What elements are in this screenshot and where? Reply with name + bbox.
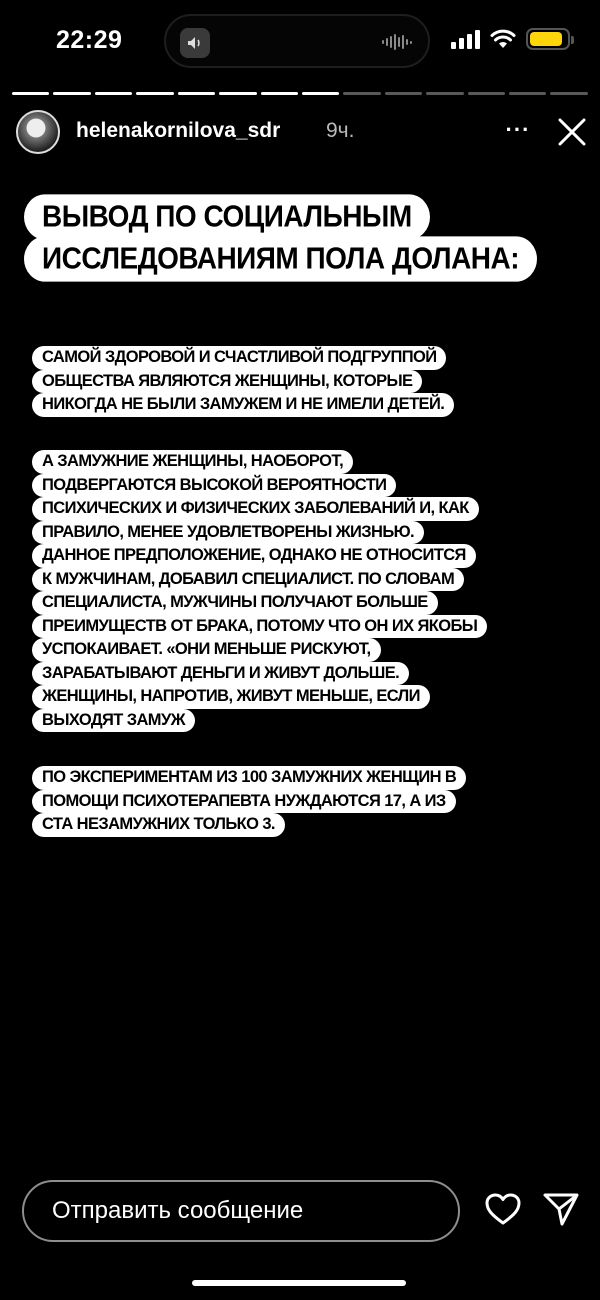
close-icon[interactable] (552, 112, 592, 152)
progress-segment (178, 92, 215, 95)
text-line: СТА НЕЗАМУЖНИХ ТОЛЬКО 3. (32, 813, 285, 837)
progress-segment (95, 92, 132, 95)
text-line: НИКОГДА НЕ БЫЛИ ЗАМУЖЕМ И НЕ ИМЕЛИ ДЕТЕЙ. (32, 393, 454, 417)
avatar[interactable] (16, 110, 60, 154)
story-progress-bar (12, 92, 588, 95)
heading-line: ИССЛЕДОВАНИЯМ ПОЛА ДОЛАНА: (24, 236, 537, 281)
text-line: ДАННОЕ ПРЕДПОЛОЖЕНИЕ, ОДНАКО НЕ ОТНОСИТСЯ (32, 544, 476, 568)
progress-segment (550, 92, 587, 95)
progress-segment (136, 92, 173, 95)
heading-line: ВЫВОД ПО СОЦИАЛЬНЫМ (24, 194, 430, 239)
progress-segment (302, 92, 339, 95)
progress-segment (12, 92, 49, 95)
home-indicator[interactable] (192, 1280, 406, 1286)
progress-segment (343, 92, 380, 95)
text-line: ПСИХИЧЕСКИХ И ФИЗИЧЕСКИХ ЗАБОЛЕВАНИЙ И, КАК (32, 497, 479, 521)
status-time: 22:29 (56, 26, 123, 54)
sound-icon (180, 28, 210, 58)
text-block-2 (32, 450, 578, 732)
more-options-button[interactable]: ··· (505, 117, 531, 142)
progress-segment (426, 92, 463, 95)
send-icon[interactable] (540, 1188, 582, 1230)
battery-icon (526, 28, 570, 50)
text-line: К МУЖЧИНАМ, ДОБАВИЛ СПЕЦИАЛИСТ. ПО СЛОВАМ (32, 568, 464, 592)
username[interactable]: helenakornilova_sdr (76, 119, 281, 142)
dynamic-island[interactable] (164, 14, 430, 68)
post-time: 9ч. (326, 119, 355, 142)
text-line: ПРЕИМУЩЕСТВ ОТ БРАКА, ПОТОМУ ЧТО ОН ИХ ЯКОБЫ (32, 615, 487, 639)
text-line: УСПОКАИВАЕТ. «ОНИ МЕНЬШЕ РИСКУЮТ, (32, 638, 381, 662)
progress-segment (261, 92, 298, 95)
text-line: ПОДВЕРГАЮТСЯ ВЫСОКОЙ ВЕРОЯТНОСТИ (32, 474, 396, 498)
text-line: ЖЕНЩИНЫ, НАПРОТИВ, ЖИВУТ МЕНЬШЕ, ЕСЛИ (32, 685, 430, 709)
text-line: САМОЙ ЗДОРОВОЙ И СЧАСТЛИВОЙ ПОДГРУППОЙ (32, 346, 446, 370)
text-line: ПО ЭКСПЕРИМЕНТАМ ИЗ 100 ЗАМУЖНИХ ЖЕНЩИН В (32, 766, 466, 790)
wifi-icon (490, 29, 516, 49)
progress-segment (385, 92, 422, 95)
progress-segment (468, 92, 505, 95)
heart-icon[interactable] (482, 1188, 524, 1230)
text-line: ПОМОЩИ ПСИХОТЕРАПЕВТА НУЖДАЮТСЯ 17, А ИЗ (32, 790, 456, 814)
story-heading (24, 196, 544, 280)
text-line: ВЫХОДЯТ ЗАМУЖ (32, 709, 195, 733)
waveform-icon (382, 34, 412, 50)
cellular-signal-icon (451, 29, 480, 49)
text-block-3 (32, 766, 578, 837)
reply-input[interactable]: Отправить сообщение (22, 1180, 460, 1242)
text-line: СПЕЦИАЛИСТА, МУЖЧИНЫ ПОЛУЧАЮТ БОЛЬШЕ (32, 591, 438, 615)
text-line: ОБЩЕСТВА ЯВЛЯЮТСЯ ЖЕНЩИНЫ, КОТОРЫЕ (32, 370, 422, 394)
text-line: ПРАВИЛО, МЕНЕЕ УДОВЛЕТВОРЕНЫ ЖИЗНЬЮ. (32, 521, 424, 545)
progress-segment (53, 92, 90, 95)
text-block-1 (32, 346, 578, 417)
text-line: ЗАРАБАТЫВАЮТ ДЕНЬГИ И ЖИВУТ ДОЛЬШЕ. (32, 662, 409, 686)
progress-segment (509, 92, 546, 95)
text-line: А ЗАМУЖНИЕ ЖЕНЩИНЫ, НАОБОРОТ, (32, 450, 353, 474)
progress-segment (219, 92, 256, 95)
